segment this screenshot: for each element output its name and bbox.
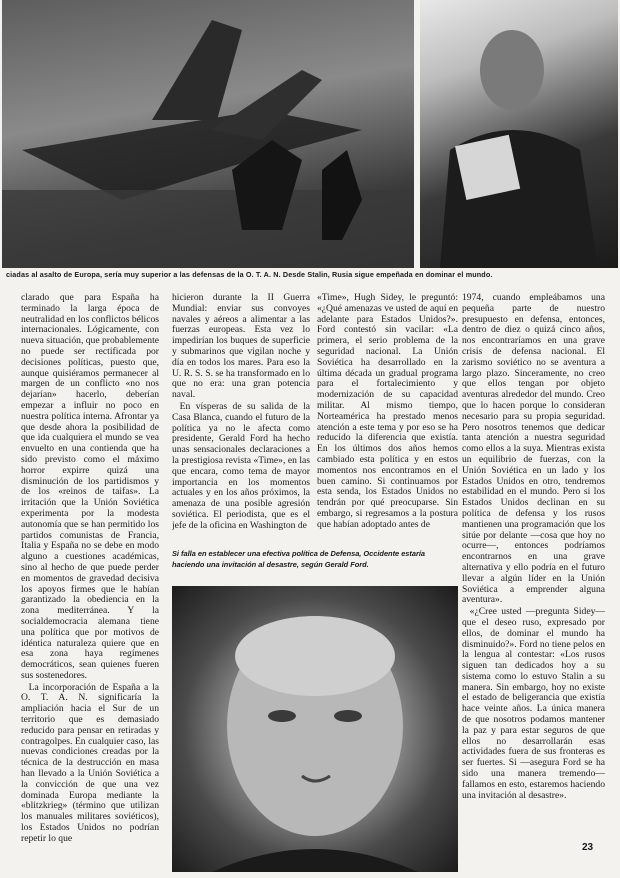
column-2 [172, 293, 310, 543]
col1-paragraph-1: clarado que para España ha terminado la larga época de neutralidad en los conflictos bélicos internacionales. Lógicamente, con nueva situación, que probablemente no puede ser rectificada por decisiones políticas, puesto que, aunque quisiéramos permanecer al margen de un conflicto «no nos dejarían» hacerlo, deberían empezar a influir no poco en nuestra política interna. Afrontar ya que desde ahora la posibilidad de que ida cualquiera el mundo se vea envuelto en una contienda que ha sido previsto como el máximo horror expirre quizá una disminución de los partidismos y de los «reinos de taifas». La irritación que la Unión Soviética experimenta por la modesta autonomía que se han permitido los partidos comunistas de Francia, Italia y España no se debe en modo alguno a cuestiones académicas, sino al hecho de que puede perder en momentos de gravedad decisiva los apoyos firmes que le habían garantizado la obediencia en la zona mediterránea. Y la socialdemocracia alemana tiene una política que por motivos de idéntica naturaleza quiere que en esa zona haya regímenes democráticos, sean quienes fueren sus sostenedores. [21, 293, 159, 681]
column-1 [21, 293, 159, 875]
col4-paragraph-1: 1974, cuando empleábamos una pequeña parte de nuestro presupuesto en defensa, entonces, dentro de diez o quizá cinco años, nos encontraríamos en una grave crisis de defensa nacional. El zarismo soviético no se aventura a largo plazo. Sinceramente, no creo que ellos tengan por objeto aventuras alrededor del mundo. Creo que lo hacen porque lo consideran necesario para su propia seguridad. Pero nosotros tenemos que dedicar tanta atención a nuestra seguridad como ellos a la suya. Mientras exista un equilibrio de fuerzas, con la Unión Soviética en un lado y los Estados Unidos en otro, tendremos estabilidad en el mundo. Pero si los Estados Unidos declinan en su política de defensa y los rusos mantienen una programación que los sitúe por delante —cosa que hoy no ocurre—, entonces podríamos encontrarnos en una grave alternativa y ello podría en el futuro llevar a algún líder en la Unión Soviética a emprender alguna aventura». [462, 293, 605, 606]
photo-gerald-ford-illustration [172, 586, 458, 872]
ford-photo-caption: Si falla en establecer una efectiva política de Defensa, Occidente estaría haciendo una invitación al desastre, según Gerald Ford. [172, 549, 426, 569]
photo-fighter-jet [2, 0, 414, 268]
top-photo-caption: ciadas al asalto de Europa, sería muy superior a las defensas de la O. T. A. N. Desde Stalin, Rusia sigue empeñada en dominar el mundo. [6, 270, 493, 279]
photo-stalin-illustration [420, 0, 618, 268]
column-3 [317, 293, 458, 543]
column-4 [462, 293, 605, 875]
col2-paragraph-1: hicieron durante la II Guerra Mundial: enviar sus convoyes navales y aéreos a alimentar a las fuerzas europeas. Esta vez lo impedirían los buques de superficie y submarinos que vigilan noche y día en todos los mares. Para eso la U. R. S. S. se ha transformado en lo que no era: una gran potencia naval. [172, 293, 310, 401]
col2-paragraph-2: En vísperas de su salida de la Casa Blanca, cuando el futuro de la política ya no le afecta como presidente, Gerald Ford ha hecho unas sensacionales declaraciones a la prestigiosa revista «Time», en las que encara, como tema de mayor importancia en los momentos actuales y en los años próximos, la amenaza de una posible agresión soviética. El periodista, que es el jefe de la oficina en Washington de [172, 400, 310, 531]
col3-paragraph-1: «Time», Hugh Sidey, le preguntó: «¿Qué amenazas ve usted de aquí en adelante para Estados Unidos?». Ford contestó sin vacilar: «La primera, el serio problema de la seguridad nacional. La Unión Soviética ha desarrollado en la última década un gradual programa para el fortalecimiento y modernización de su capacidad militar. Al mismo tiempo, Norteamérica ha prestado menos atención a este tema y por eso se ha reducido la diferencia que existía. En los últimos dos años hemos cambiado esta política y en estos momentos nos encontramos en el buen camino. Si continuamos por esta senda, los Estados Unidos no tendrán por qué preocuparse. Sin embargo, si regresamos a la postura que habían adoptado antes de [317, 293, 458, 530]
col4-paragraph-2: «¿Cree usted —pregunta Sidey— que el deseo ruso, expresado por ellos, de dominar el mundo ha disminuido?». Ford no tiene pelos en la lengua al contestar: «Los rusos siguen tan dedicados hoy a su sistema como lo estuvo Stalin a su manera. Sin embargo, hoy no existe el estado de beligerancia que existía hace veinte años. La única manera de que nosotros podamos mantener la paz y para estar seguros de que ellos no desarrollarán esas actividades fuera de sus fronteras es ser fuertes. Si —asegura Ford se ha sido una manera tremendo— fallamos en esto, estaremos haciendo una invitación al desastre». [462, 606, 605, 801]
col1-paragraph-2: La incorporación de España a la O. T. A. N. significaría la ampliación hacia el Sur de un territorio que es demasiado reducido para pensar en retiradas y contragolpes. En cualquier caso, las nuevas condiciones creadas por la técnica de la destrucción en masa han llevado a la Unión Soviética a la convicción de que una vez dominada Europa mediante la «blitzkrieg» (término que utilizan los manuales militares soviéticos), los Estados Unidos no podrían repetir lo que [21, 681, 159, 844]
page-number: 23 [582, 842, 594, 853]
photo-gerald-ford [172, 586, 458, 872]
photo-fighter-jet-illustration [2, 0, 414, 268]
photo-stalin [420, 0, 618, 268]
